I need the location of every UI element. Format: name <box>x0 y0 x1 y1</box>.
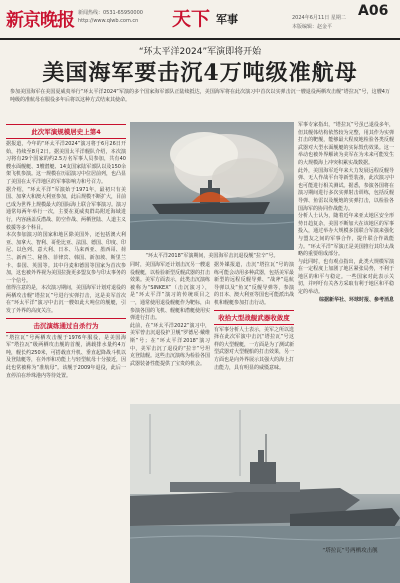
hotline: 新闻热线：0531-65950000 <box>78 10 143 16</box>
paragraph: 同时，美国海军还计划击沉另一艘退役舰艇，以检验新型反舰武器的打击效果。美军方面表示，此类击沉演练被称为“SINKEX”（击沉演习），是“环太平洋”演习的传统项目之一，通常使用退役舰艇作为靶标，由参演各国的飞机、舰艇和潜艇使用实弹进行打击。 <box>130 262 211 322</box>
photo-caption: “环太平洋2018”军演期间，美国海军击沉退役舰“拉辛”号。 <box>145 253 279 259</box>
article-headline: 美国海军要击沉4万吨级准航母 <box>42 60 358 86</box>
subheading: 收拾大型战舰武器收敛度 <box>214 310 294 325</box>
paragraph: 据介绍，“环太平洋”军演始于1971年，最初只有美国、加拿大和澳大利亚参加，此后规模不断扩大，目前已成为世界上规模最大的国际海上联合军事演习。演习通常每两年举行一次，主要在夏威夷群岛附近海域进行，内容涵盖反潜战、防空作战、两栖登陆、人道主义救援等多个科目。 <box>6 186 127 231</box>
section-name: 军事 <box>216 13 238 26</box>
subheading: 此次军演规模居史上第4 <box>6 124 126 139</box>
section-logo: 天下 <box>172 8 211 30</box>
tarawa-ship-photo <box>130 404 400 583</box>
editor-credit: 本版编辑：赵金平 <box>292 24 333 30</box>
issue-date: 2024年6月11日 星期二 <box>292 15 346 21</box>
website: http://www.qlwb.com.cn <box>78 18 139 24</box>
paragraph: 分析人士认为，随着近年来亚太地区安全形势日趋复杂，美国不断加大在该地区的军事投入，通过举办大规模多国联合军演来强化与盟友之间的军事合作，提升联合作战能力。“环太平洋”军演正是美国推行其印太战略的重要组成部分。 <box>298 213 394 258</box>
article-kicker: “环太平洋2024”军演即将开始 <box>138 47 262 57</box>
sinking-ship-photo <box>130 122 294 250</box>
contact-info <box>78 9 143 25</box>
amphibious-ship-illustration <box>130 404 400 583</box>
page-number: A06 <box>358 3 389 19</box>
newspaper-logo: 新京晚报 <box>6 10 74 31</box>
paragraph: 据外媒报道，击沉“塔拉瓦”号的演练可能会动用多种武器，包括美军最新型的远程反舰导弹、“战斧”巡航导弹以及“鱼叉”反舰导弹等，参演的日本、澳大利亚等国也可能派出战机和舰艇参加打击行动。 <box>214 262 295 306</box>
article-lead: 参加美国海军在美国夏威夷举行“环太平洋2024”军演的多个国家海军部队正陆续抵达，美国海军将在此次演习中首次以实弹击沉一艘退役两栖攻击舰“塔拉瓦”号，这艘4万吨级的准航母在服役多年后将以这种方式结束其使命。 <box>10 89 390 103</box>
subheading: 击沉演练通过自杀行为 <box>6 318 126 333</box>
paragraph: 此外，美国海军近年来大力发展远程反舰导弹、无人作战平台等新型装备，此次演习中也可能进行相关测试。据悉，参演各国将在演习期间进行多次实弹射击训练，包括反舰导弹、鱼雷以及舰炮的实弹打击，以检验各国海军的协同作战能力。 <box>298 167 394 212</box>
sinking-ship-illustration <box>130 122 294 250</box>
paragraph: 此前，在“环太平洋2022”演习中，美军曾击沉退役护卫舰“罗德尼·戴维斯”号；在“环太平洋2018”演习中，美军击沉了退役的“拉辛”号坦克登陆舰。这些击沉演练为检验各国武器装备性能提供了宝贵的机会。 <box>130 322 211 367</box>
paragraph: 军事专家指出，“塔拉瓦”号虽已退役多年，但其舰体结构依然较为完整，用其作为实弹打击的靶舰，能够最大程度地检验各类反舰武器对大型水面舰艇的实际毁伤效果。这一举动也被外界解读为美军在为未来可能发生的大规模海上冲突积累实战数据。 <box>298 122 394 166</box>
left-column <box>6 122 126 380</box>
right-column <box>298 122 394 304</box>
paragraph: 有军事分析人士表示，美军之所以选择在此次军演中击沉“塔拉瓦”号这样的大型舰艇，一方面是为了测试新型武器对大型舰船的打击效果，另一方面也是向外界展示其强大的海上打击能力，具有明显的威慑意味。 <box>214 326 295 371</box>
masthead <box>0 0 400 40</box>
paragraph: 本次参加演习的国家和地区除美国外，还包括澳大利亚、加拿大、智利、哥伦比亚、法国、德国、印度、印尼、以色列、意大利、日本、马来西亚、墨西哥、荷兰、新西兰、秘鲁、菲律宾、韩国、新加坡、斯里兰卡、泰国、英国等。其中丹麦和德国等国家为首次参加，这也被外界视为美国拉拢更多盟友参与印太事务的一个信号。 <box>6 232 127 284</box>
middle-column-2 <box>214 262 294 372</box>
paragraph: 与此同时，也有观点指出，此类大规模军演在一定程度上加剧了地区紧张局势，不利于地区的和平与稳定。一些国家对此表示关切，并呼吁有关各方采取有利于地区和平稳定的举动。 <box>298 258 394 296</box>
paragraph: “塔拉瓦”号两栖攻击舰于1976年服役，是美国海军“塔拉瓦”级两栖攻击舰的首舰，满载排水量约4万吨，舰长约250米，可搭载直升机、垂直起降战斗机以及登陆艇等，在外形和功能上与轻型航母十分接近，因此也常被称为“准航母”。该舰于2009年退役，此后一直停泊在珍珠港内等待处置。 <box>6 334 127 379</box>
paragraph: 值得注意的是，本次演习期间，美国海军计划对退役的两栖攻击舰“塔拉瓦”号进行实弹打击，这是美军首次在“环太平洋”演习中击沉一艘如此大吨位的舰艇，引发了外界的高度关注。 <box>6 285 127 315</box>
byline: 综据新华社、环球时报、参考消息 <box>318 296 394 303</box>
paragraph: 据报道，今年的“环太平洋2024”演习将于6月26日开始，持续至8月2日。据美国太平洋舰队介绍，本次演习将有29个国家的约2.5万名军事人员参加，共有40艘水面舰艇、3艘潜艇、14支国家陆军部队以及150余架飞机参演。这一规模在历届演习中位居前列，也凸显了美国在太平洋地区的军事影响力和号召力。 <box>6 141 127 185</box>
middle-column-1 <box>130 262 210 368</box>
photo-caption: “塔拉瓦”号两栖攻击舰 <box>322 548 378 554</box>
